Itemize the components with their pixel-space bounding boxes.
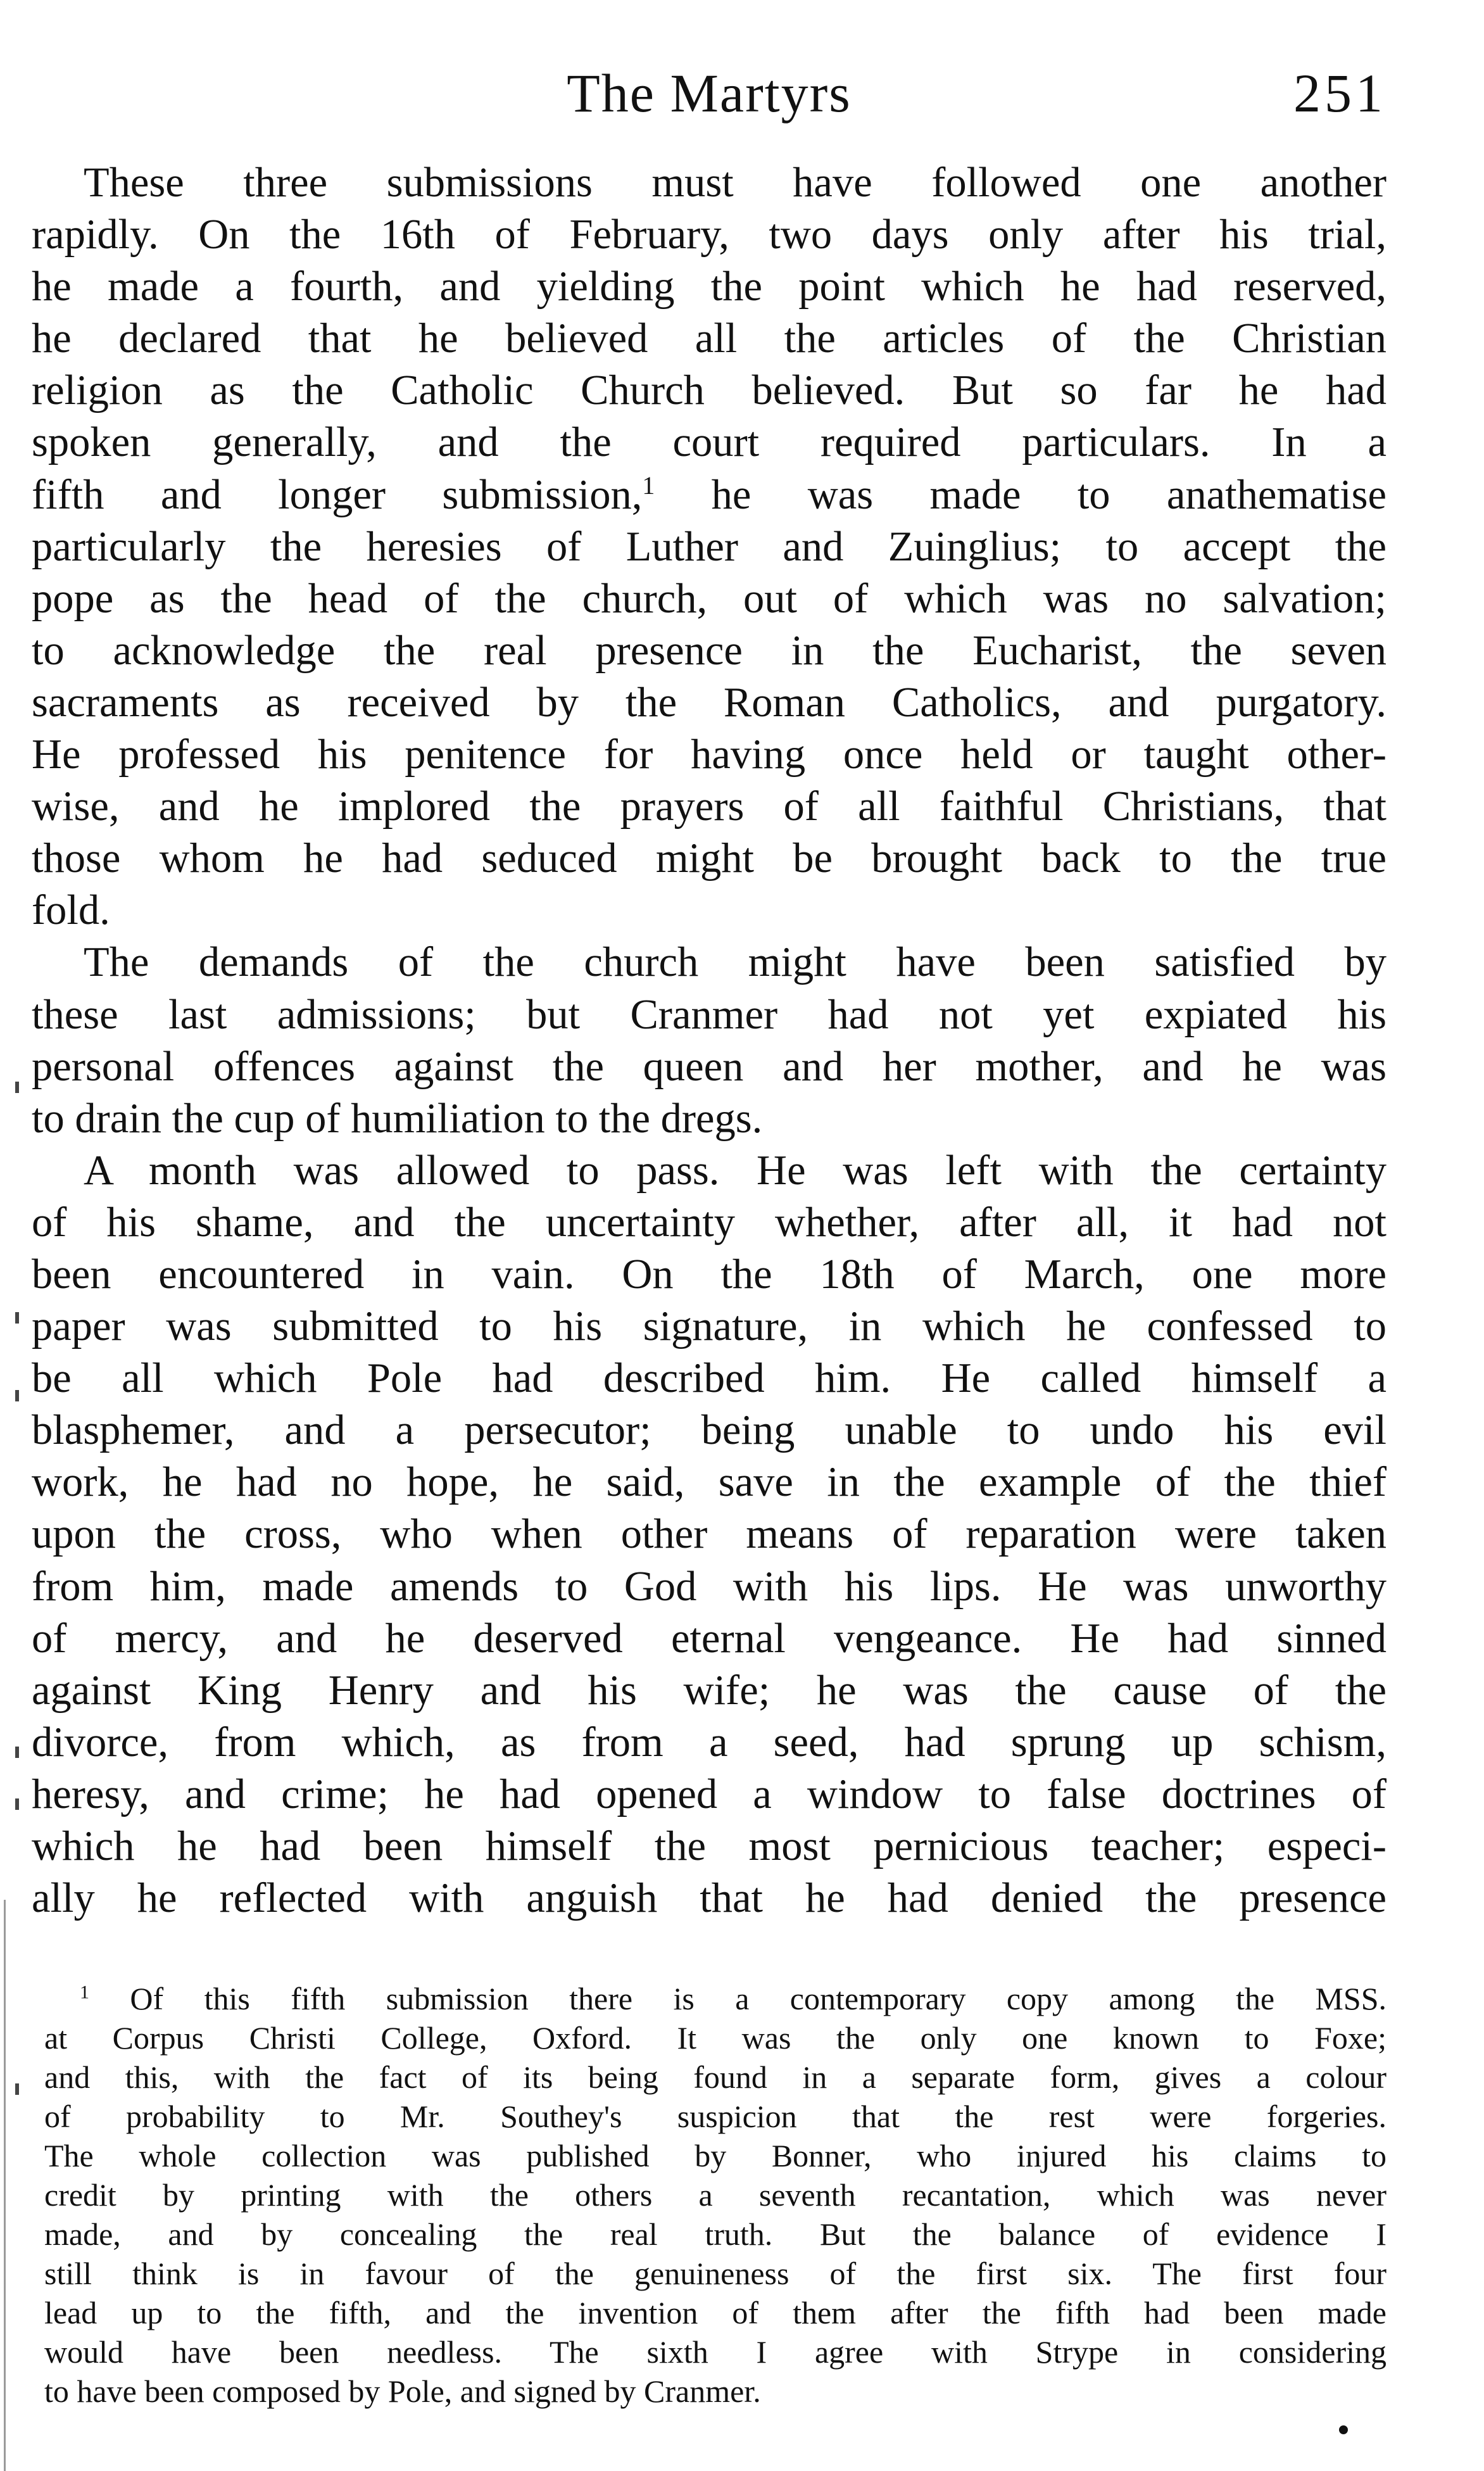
scan-margin-rule <box>4 1900 6 2471</box>
text-line: these last admissions; but Cranmer had not yet expiated his <box>32 991 1387 1038</box>
scan-margin-mark <box>15 1312 19 1324</box>
text-line: work, he had no hope, he said, save in the example of the thief <box>32 1459 1387 1506</box>
scan-margin-mark <box>15 1082 19 1093</box>
footnote-line: The whole collection was published by Bonner, who injured his claims to <box>44 2138 1387 2173</box>
text-line: paper was submitted to his signature, in which he confessed to <box>32 1303 1387 1350</box>
text-line: A month was allowed to pass. He was left with the certainty <box>84 1147 1387 1194</box>
text-line: sacraments as received by the Roman Catholics, and purgatory. <box>32 679 1387 726</box>
text-line: upon the cross, who when other means of reparation were taken <box>32 1511 1387 1558</box>
text-line: been encountered in vain. On the 18th of March, one more <box>32 1251 1387 1298</box>
text-line: wise, and he implored the prayers of all faithful Christians, that <box>32 783 1387 830</box>
text-line: which he had been himself the most pernicious teacher; especi- <box>32 1823 1387 1869</box>
text-line: to acknowledge the real presence in the Eucharist, the seven <box>32 627 1387 674</box>
page-header <box>32 58 1387 128</box>
running-title: The Martyrs <box>567 63 852 123</box>
scan-margin-mark <box>15 1798 19 1810</box>
text-line: from him, made amends to God with his lips. He was unworthy <box>32 1563 1387 1610</box>
text-line: spoken generally, and the court required particulars. In a <box>32 419 1387 466</box>
footnote-line: lead up to the fifth, and the invention of them after the fifth had been made <box>44 2295 1387 2330</box>
footnote-line: and this, with the fact of its being found in a separate form, gives a colour <box>44 2059 1387 2095</box>
text-line: These three submissions must have followed one another <box>84 160 1387 206</box>
footnote-marker: 1 <box>80 1981 89 2003</box>
text-line: religion as the Catholic Church believed. But so far he had <box>32 367 1387 414</box>
text-line-with-footnote-ref <box>32 469 1387 521</box>
text-line: rapidly. On the 16th of February, two days only after his trial, <box>32 212 1387 258</box>
text-line: blasphemer, and a persecutor; being unable to undo his evil <box>32 1407 1387 1454</box>
text-line: The demands of the church might have been satisfied by <box>84 939 1387 986</box>
text-line: be all which Pole had described him. He called himself a <box>32 1355 1387 1402</box>
footnote-line: still think is in favour of the genuineness of the first six. The first four <box>44 2256 1387 2291</box>
text-line: pope as the head of the church, out of which was no salvation; <box>32 575 1387 622</box>
text-line: heresy, and crime; he had opened a window to false doctrines of <box>32 1771 1387 1817</box>
footnote-line: at Corpus Christi College, Oxford. It was the only one known to Foxe; <box>44 2020 1387 2056</box>
footnote-line: credit by printing with the others a seventh recantation, which was never <box>44 2177 1387 2213</box>
text-line: of mercy, and he deserved eternal vengeance. He had sinned <box>32 1615 1387 1662</box>
footnote-first-line-text: Of this fifth submission there is a contemporary copy among the MSS. <box>130 1981 1387 2016</box>
text-line: particularly the heresies of Luther and Zuinglius; to accept the <box>32 523 1387 570</box>
scan-margin-mark <box>15 1390 19 1401</box>
footnote-line: made, and by concealing the real truth. But the balance of evidence I <box>44 2216 1387 2252</box>
text-line: personal offences against the queen and her mother, and he was <box>32 1043 1387 1090</box>
footnote-reference[interactable]: 1 <box>642 471 655 500</box>
footnote-line: would have been needless. The sixth I agree with Strype in considering <box>44 2334 1387 2370</box>
footnote <box>44 1979 1387 2411</box>
text-line: of his shame, and the uncertainty whether, after all, it had not <box>32 1199 1387 1246</box>
line-head: fifth and longer submission, <box>32 471 643 518</box>
scan-dot <box>1339 2425 1348 2434</box>
body-text <box>32 157 1387 1924</box>
text-line: ally he reflected with anguish that he had denied the presence <box>32 1875 1387 1922</box>
page-number: 251 <box>1293 63 1387 123</box>
footnote-line <box>44 1979 1387 2018</box>
line-tail: he was made to anathematise <box>655 471 1387 518</box>
text-line: divorce, from which, as from a seed, had sprung up schism, <box>32 1719 1387 1766</box>
text-line: to drain the cup of humiliation to the dregs. <box>32 1095 763 1142</box>
scan-margin-mark <box>15 1747 19 1758</box>
text-line: he declared that he believed all the articles of the Christian <box>32 315 1387 362</box>
footnote-line: of probability to Mr. Southey's suspicion that the rest were forgeries. <box>44 2099 1387 2134</box>
footnote-line: to have been composed by Pole, and signed by Cranmer. <box>44 2373 761 2409</box>
scan-margin-mark <box>15 2083 19 2095</box>
text-line: those whom he had seduced might be brought back to the true <box>32 835 1387 882</box>
text-line: He professed his penitence for having once held or taught other- <box>32 731 1387 778</box>
text-line: against King Henry and his wife; he was the cause of the <box>32 1667 1387 1714</box>
text-line: fold. <box>32 887 110 934</box>
text-line: he made a fourth, and yielding the point which he had reserved, <box>32 263 1387 310</box>
